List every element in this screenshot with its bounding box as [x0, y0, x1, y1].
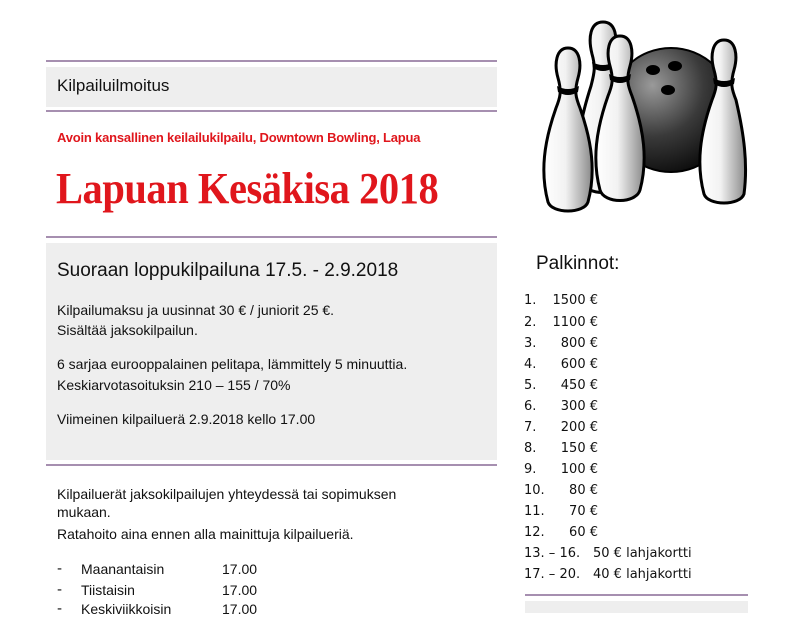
info-line-handicap: Keskiarvotasoituksin 210 – 155 / 70%: [57, 377, 291, 393]
prize-place: 2.: [524, 315, 537, 330]
info-heading: Suoraan loppukilpailuna 17.5. - 2.9.2018: [57, 260, 399, 281]
schedule-dash: -: [57, 561, 63, 577]
prize-place: 12.: [524, 525, 545, 540]
prize-amount: 70 €: [569, 504, 598, 519]
page-title: Lapuan Kesäkisa 2018: [56, 164, 439, 213]
prizes-heading: Palkinnot:: [536, 253, 620, 274]
prize-place: 8.: [524, 441, 537, 456]
prize-amount: 800 €: [560, 336, 598, 351]
prize-amount: 100 €: [560, 462, 598, 477]
prize-amount: 200 €: [560, 420, 598, 435]
subtitle: Avoin kansallinen keilailukilpailu, Downtown Bowling, Lapua: [57, 130, 421, 145]
next-section-box: [525, 601, 748, 613]
prize-place: 11.: [524, 504, 545, 519]
schedule-day: Tiistaisin: [81, 582, 135, 598]
schedule-time: 17.00: [222, 601, 258, 617]
schedule-time: 17.00: [222, 561, 258, 577]
prize-place: 13. – 16.: [524, 546, 581, 561]
info-top-rule: [46, 236, 497, 238]
schedule-intro-3: Ratahoito aina ennen alla mainittuja kilpailueriä.: [57, 526, 354, 542]
info-line-fee: Kilpailumaksu ja uusinnat 30 € / juniorit 25 €.: [57, 302, 335, 318]
schedule-day: Keskiviikkoisin: [81, 601, 172, 617]
prize-amount: 1500 €: [552, 293, 598, 308]
prize-amount: 300 €: [560, 399, 598, 414]
prize-place: 17. – 20.: [524, 567, 581, 582]
prize-amount: 450 €: [560, 378, 598, 393]
prize-amount: 600 €: [560, 357, 598, 372]
prize-place: 9.: [524, 462, 537, 477]
prize-amount: 1100 €: [552, 315, 598, 330]
schedule-day: Maanantaisin: [81, 561, 165, 577]
schedule-time: 17.00: [222, 582, 258, 598]
schedule-intro-2: mukaan.: [57, 504, 111, 520]
prize-place: 7.: [524, 420, 537, 435]
prize-place: 5.: [524, 378, 537, 393]
info-bottom-rule: [46, 464, 497, 466]
info-line-includes: Sisältää jaksokilpailun.: [57, 322, 198, 338]
info-line-deadline: Viimeinen kilpailuerä 2.9.2018 kello 17.00: [57, 411, 316, 427]
prize-place: 4.: [524, 357, 537, 372]
prize-place: 1.: [524, 293, 537, 308]
section-label: Kilpailuilmoitus: [57, 76, 170, 95]
info-line-format: 6 sarjaa eurooppalainen pelitapa, lämmittely 5 minuuttia.: [57, 356, 408, 372]
prizes-bottom-rule: [525, 594, 748, 596]
prize-amount: 50 € lahjakortti: [593, 546, 692, 561]
section-rule: [46, 110, 497, 112]
prize-amount: 40 € lahjakortti: [593, 567, 692, 582]
top-rule: [46, 60, 497, 62]
schedule-dash: -: [57, 582, 63, 598]
prize-place: 6.: [524, 399, 537, 414]
prize-place: 3.: [524, 336, 537, 351]
bowling-pins-and-ball-icon: [528, 10, 748, 220]
prize-place: 10.: [524, 483, 545, 498]
schedule-intro-1: Kilpailuerät jaksokilpailujen yhteydessä tai sopimuksen: [57, 486, 397, 502]
schedule-dash: -: [57, 601, 63, 617]
prize-amount: 60 €: [569, 525, 598, 540]
prize-amount: 150 €: [560, 441, 598, 456]
prize-amount: 80 €: [569, 483, 598, 498]
